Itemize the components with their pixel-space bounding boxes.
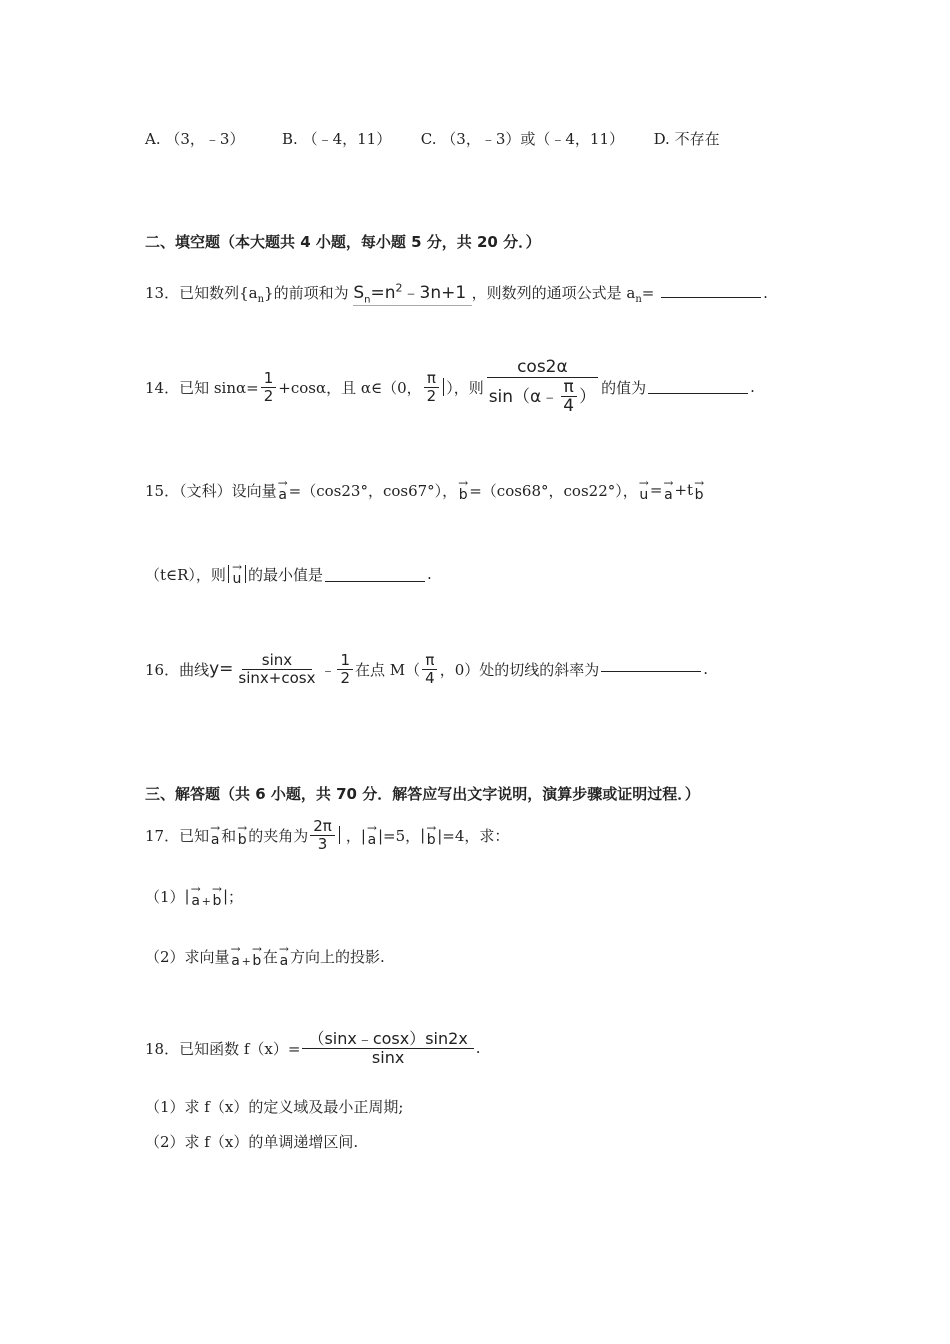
vector-b	[237, 823, 247, 847]
q16-at-point: 在点 M（	[355, 660, 421, 679]
arrow-icon: →	[426, 821, 437, 835]
q12-option-a: A. （3，﹣3）	[145, 130, 245, 148]
q12-option-b: B. （﹣4，11）	[282, 130, 392, 148]
q15-end: .	[427, 565, 432, 583]
question-15-line2	[145, 562, 432, 586]
q16-y-eq: y=	[209, 659, 234, 679]
vector-a-letter: a	[191, 893, 200, 909]
vector-b-letter: b	[252, 953, 262, 969]
vector-a-letter: a	[231, 953, 240, 969]
q17-part2: （2）求向量 → a + → b 在 → a 方向上的投影.	[145, 942, 385, 969]
q18-frac-den: sinx	[371, 1047, 405, 1067]
q18-part2: （2）求 f（x）的单调递增区间.	[145, 1133, 359, 1151]
q14-answer-blank[interactable]	[648, 392, 748, 394]
vector-b	[252, 944, 262, 968]
q18-lead: 18．已知函数 f（x）=	[145, 1039, 301, 1058]
q16-frac-den: sinx+cosx	[238, 668, 316, 687]
abs-bar	[245, 565, 246, 583]
vector-a	[278, 478, 288, 502]
q16-minus: ﹣	[320, 660, 336, 679]
vector-b	[426, 823, 436, 847]
q14-big-den-post: ）	[579, 386, 597, 407]
question-18	[145, 1030, 481, 1066]
q16-lead: 16．曲线	[145, 660, 210, 679]
section2-heading: 二、填空题（本大题共 4 小题，每小题 5 分，共 20 分．）	[145, 233, 541, 251]
q15-answer-blank[interactable]	[325, 580, 425, 582]
q13-after-sub: n	[635, 294, 642, 305]
vector-b-letter: b	[237, 832, 247, 848]
q17-part1: （1） | → a + → b | ；	[145, 882, 244, 909]
q17-part2-label: （2）求向量	[145, 947, 230, 966]
vector-a-letter: a	[278, 487, 287, 503]
q13-mid: }的前项和为	[264, 284, 349, 302]
q18-fraction	[302, 1030, 473, 1066]
question-17: 17．已知 → a 和 → b 的夹角为 $\frac{2\pi}{3}$ ，| → a |=5， | → b |=4，求：	[145, 817, 510, 853]
vector-b-letter: b	[694, 487, 704, 503]
q13-formula-s: S	[353, 283, 365, 303]
vector-a	[367, 823, 377, 847]
q18-end: .	[475, 1039, 481, 1058]
q12-options	[145, 128, 720, 149]
q14-pi4-den: 4	[563, 396, 575, 417]
q14-big-fraction	[486, 358, 599, 416]
q15-a-value: =（cos23°，cos67°），	[288, 481, 458, 500]
arrow-icon: →	[694, 476, 705, 490]
q17-part1-end: ；	[228, 887, 244, 906]
q14-after: 的值为	[601, 378, 647, 397]
vector-b-letter: b	[458, 487, 468, 503]
q14-mid1: +cosα，且 α∈（0，	[278, 378, 422, 397]
vector-a	[210, 823, 220, 847]
q18-frac-num: （sinx﹣cosx）sin2x	[302, 1030, 473, 1049]
arrow-icon: →	[210, 821, 221, 835]
arrow-icon: →	[278, 942, 289, 956]
vector-u	[639, 478, 649, 502]
q16-frac-half	[337, 652, 353, 686]
q17-angle-frac	[310, 818, 335, 852]
arrow-icon: →	[458, 476, 469, 490]
q13-end: .	[763, 284, 768, 302]
q13-formula-rest: =n	[370, 283, 396, 303]
q16-pi-num: π	[422, 652, 437, 670]
q14-end: .	[750, 378, 755, 397]
vector-a	[279, 944, 289, 968]
vector-u	[232, 562, 242, 586]
q14-lead: 14．已知 sinα=	[145, 378, 259, 397]
arrow-icon: →	[366, 821, 377, 835]
arrow-icon: →	[251, 942, 262, 956]
q14-big-den-pre: sin（α﹣	[488, 386, 559, 407]
q15-line2-lead: （t∈R），则	[145, 565, 226, 584]
arrow-icon: →	[190, 882, 201, 896]
vector-a	[231, 944, 241, 968]
q17-abs-b: |=4，求：	[437, 826, 510, 845]
q15-plus-t: +t	[674, 481, 694, 499]
arrow-icon: →	[230, 942, 241, 956]
q16-answer-blank[interactable]	[601, 670, 701, 672]
q13-lead: 13．已知数列{a	[145, 284, 258, 302]
q14-frac-half	[261, 370, 277, 404]
vector-u-letter: u	[232, 571, 242, 587]
q18-part1: （1）求 f（x）的定义域及最小正周期;	[145, 1098, 404, 1116]
q16-half-num: 1	[337, 652, 353, 670]
q15-b-value: =（cos68°，cos22°），	[469, 481, 638, 500]
q17-angle-den: 3	[317, 834, 328, 853]
q14-bar	[443, 378, 444, 396]
q13-formula	[353, 283, 471, 306]
q12-option-c: C. （3，﹣3）或（﹣4，11）	[420, 130, 624, 148]
q16-pi-den: 4	[425, 668, 435, 687]
vector-b	[212, 884, 222, 908]
q14-big-num: cos2α	[487, 358, 598, 378]
question-15	[145, 478, 705, 502]
q16-point-tail: ，0）处的切线的斜率为	[439, 660, 600, 679]
q14-frac2-den: 2	[426, 386, 437, 405]
q15-lead: 15．（文科）设向量	[145, 481, 277, 500]
q13-formula-tail: ﹣3n+1	[402, 283, 467, 303]
q16-frac-pi-4	[422, 652, 438, 686]
vector-u-letter: u	[639, 487, 649, 503]
arrow-icon: →	[211, 882, 222, 896]
q14-pi4-num: π	[561, 378, 577, 398]
q17-part1-label: （1）	[145, 887, 185, 906]
q17-bar	[339, 826, 340, 844]
arrow-icon: →	[277, 476, 288, 490]
q14-frac1-den: 2	[263, 386, 274, 405]
vector-b-letter: b	[426, 832, 436, 848]
q13-formula-exp: 2	[395, 281, 403, 295]
q13-after: ，则数列的通项公式是 a	[471, 284, 636, 302]
q16-end: .	[703, 660, 709, 678]
q14-frac2-num: π	[424, 370, 439, 388]
abs-bar	[228, 565, 229, 583]
arrow-icon: →	[231, 560, 242, 574]
section3-heading: 三、解答题（共 6 小题，共 70 分．解答应写出文字说明，演算步骤或证明过程．）	[145, 785, 700, 803]
vector-a-letter: a	[210, 832, 220, 848]
q15-eq: =	[649, 481, 663, 499]
question-14	[145, 358, 755, 416]
vector-b-letter: b	[212, 893, 222, 909]
vector-a-letter: a	[664, 487, 673, 503]
arrow-icon: →	[237, 821, 248, 835]
vector-a-letter: a	[279, 953, 289, 969]
q14-frac-pi-2	[424, 370, 440, 404]
q14-frac-pi-4	[560, 378, 577, 416]
q13-formula-sub: n	[364, 294, 371, 306]
q17-part2-end: 方向上的投影.	[289, 947, 385, 966]
question-13	[145, 278, 768, 305]
q14-mid2: ），则	[446, 378, 484, 397]
q17-part2-mid: 在	[262, 947, 278, 966]
vector-a-letter: a	[367, 832, 377, 848]
arrow-icon: →	[638, 476, 649, 490]
q17-lead: 17．已知	[145, 826, 210, 845]
q16-frac-num: sinx	[242, 652, 312, 670]
q17-abs-a: |=5，	[377, 826, 421, 845]
q14-frac1-num: 1	[261, 370, 277, 388]
vector-a	[191, 884, 201, 908]
q13-answer-blank[interactable]	[661, 296, 761, 298]
q16-half-den: 2	[340, 668, 351, 687]
q17-angle-num: 2π	[310, 818, 335, 836]
q17-and: 和	[221, 826, 237, 845]
q13-sub-n: n	[257, 294, 265, 305]
q13-tail: =	[641, 284, 655, 302]
vector-b	[458, 478, 468, 502]
arrow-icon: →	[663, 476, 674, 490]
q17-angle-text: 的夹角为	[248, 826, 309, 845]
question-16	[145, 652, 708, 686]
vector-b	[694, 478, 704, 502]
q15-line2-after: 的最小值是	[248, 565, 324, 584]
q16-frac-main	[235, 652, 318, 686]
q12-option-d: D. 不存在	[653, 130, 720, 148]
q14-big-den	[486, 378, 599, 416]
vector-a	[663, 478, 673, 502]
